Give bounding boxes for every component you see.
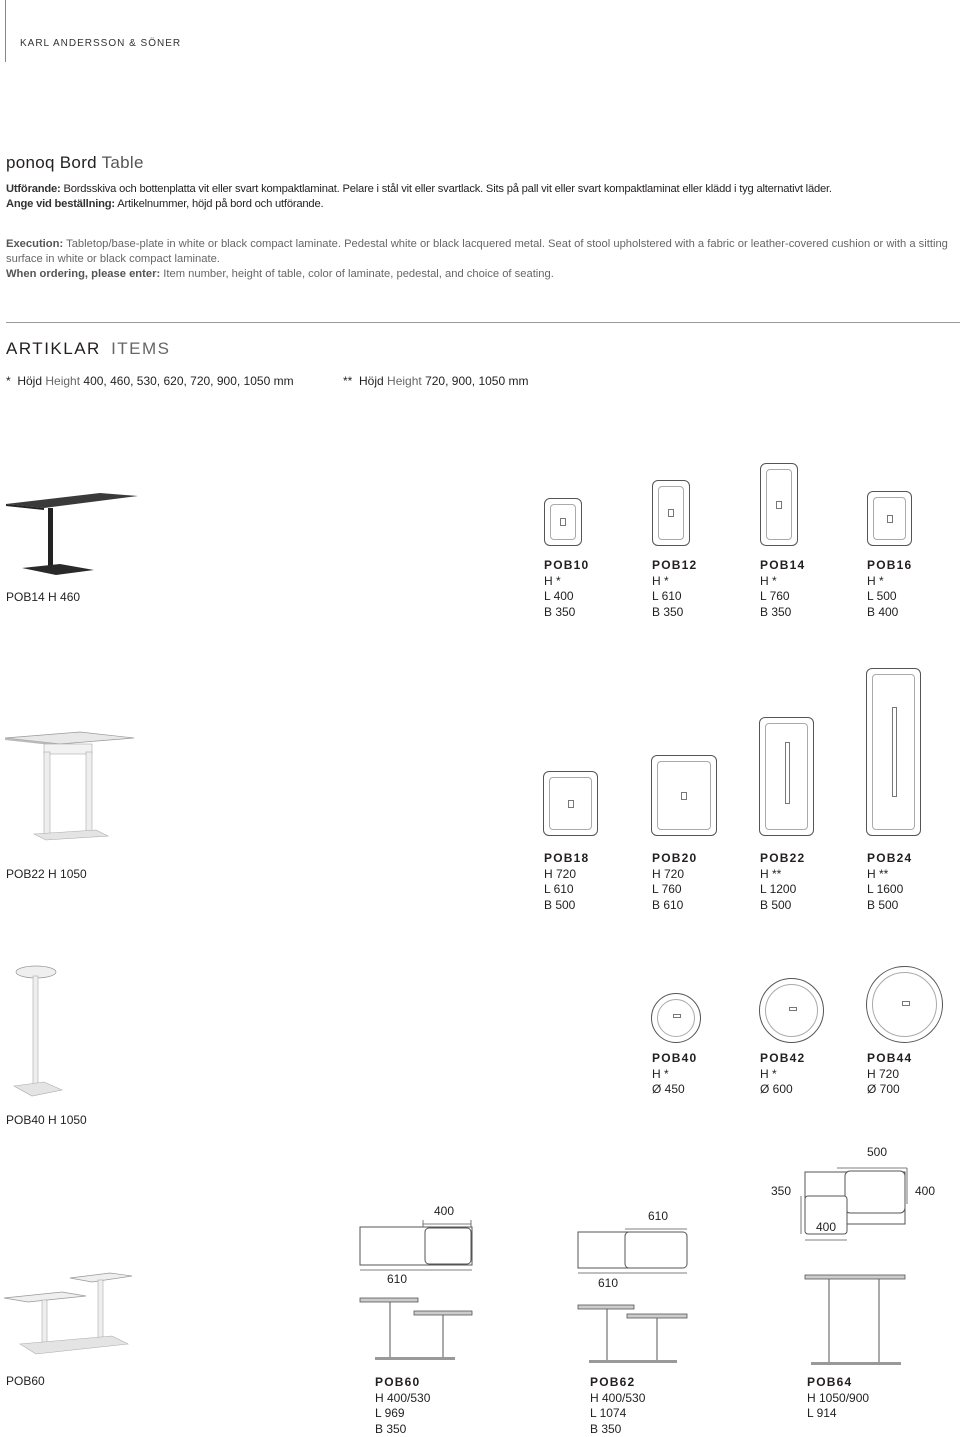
pob24-plan-icon (866, 668, 921, 836)
spec-pob12 (652, 558, 697, 620)
spec-pob24 (867, 851, 912, 913)
item-code: POB24 (867, 851, 912, 867)
item-code: POB22 (760, 851, 805, 867)
item-code: POB14 (760, 558, 805, 574)
photo-label-pob14: POB14 H 460 (6, 590, 80, 604)
item-length: L 914 (807, 1406, 869, 1422)
item-width: B 500 (760, 898, 805, 914)
spec-pob14 (760, 558, 805, 620)
pob60-drawing (355, 1215, 475, 1365)
order-text-sv: Artikelnummer, höjd på bord och utförande. (115, 198, 323, 210)
height-note-en: Height (387, 374, 422, 388)
dim-pob60-top: 400 (434, 1204, 454, 1218)
spec-pob60 (375, 1375, 430, 1437)
pob60-table-image (0, 1270, 140, 1365)
height-note-1 (6, 374, 294, 388)
pob62-drawing (575, 1220, 695, 1370)
spec-pob22 (760, 851, 805, 913)
dim-pob60-bottom: 610 (387, 1272, 407, 1286)
item-length: L 500 (867, 589, 912, 605)
order-label-en: When ordering, please enter: (6, 268, 160, 280)
item-length: L 1600 (867, 882, 912, 898)
item-code: POB12 (652, 558, 697, 574)
pob12-plan-icon (652, 480, 690, 546)
item-length: L 610 (544, 882, 589, 898)
height-note-2 (343, 374, 528, 388)
height-note-mark: ** (343, 374, 352, 388)
item-height: H * (760, 1067, 805, 1083)
height-note-sv: Höjd (17, 374, 42, 388)
item-code: POB16 (867, 558, 912, 574)
exec-label-en: Execution: (6, 238, 63, 250)
item-height: H 720 (867, 1067, 912, 1083)
height-note-sv: Höjd (359, 374, 384, 388)
item-code: POB10 (544, 558, 589, 574)
item-code: POB60 (375, 1375, 430, 1391)
pob10-plan-icon (544, 498, 582, 546)
spec-pob64 (807, 1375, 869, 1422)
product-name-sv: ponoq Bord (6, 153, 97, 172)
dim-pob62-bottom: 610 (598, 1276, 618, 1290)
item-code: POB18 (544, 851, 589, 867)
dim-pob64-left: 350 (771, 1184, 791, 1198)
item-code: POB44 (867, 1051, 912, 1067)
spec-pob62 (590, 1375, 645, 1437)
item-width: B 350 (760, 605, 805, 621)
item-length: L 400 (544, 589, 589, 605)
item-code: POB64 (807, 1375, 869, 1391)
item-length: L 760 (652, 882, 697, 898)
item-length: L 1200 (760, 882, 805, 898)
spec-pob40 (652, 1051, 697, 1098)
product-title (6, 153, 144, 173)
pob22-table-image (0, 730, 140, 850)
item-height: H 720 (544, 867, 589, 883)
item-height: H 1050/900 (807, 1391, 869, 1407)
item-diameter: Ø 600 (760, 1082, 805, 1098)
item-length: L 610 (652, 589, 697, 605)
spec-pob42 (760, 1051, 805, 1098)
item-length: L 969 (375, 1406, 430, 1422)
item-width: B 350 (544, 605, 589, 621)
exec-text-en: Tabletop/base-plate in white or black compact laminate. Pedestal white or black lacquered metal. Seat of stool upholstered with a fabric or leather-covered cushion or with a sitting surface in white or black compact laminate. (6, 238, 948, 265)
photo-label-pob22: POB22 H 1050 (6, 867, 87, 881)
exec-label-sv: Utförande: (6, 183, 61, 195)
item-height: H 720 (652, 867, 697, 883)
pob14-table-image (0, 490, 140, 585)
pob44-plan-icon (866, 966, 943, 1043)
pob20-plan-icon (651, 755, 717, 836)
spec-pob18 (544, 851, 589, 913)
item-height: H * (760, 574, 805, 590)
item-height: H * (652, 574, 697, 590)
dim-pob62-top: 610 (648, 1209, 668, 1223)
order-text-en: Item number, height of table, color of laminate, pedestal, and choice of seating. (160, 268, 554, 280)
spec-pob10 (544, 558, 589, 620)
pob16-plan-icon (867, 491, 912, 546)
header-divider (5, 0, 6, 62)
item-height: H * (652, 1067, 697, 1083)
pob42-plan-icon (759, 978, 824, 1043)
item-width: B 350 (375, 1422, 430, 1437)
description-sv (6, 182, 954, 212)
order-label-sv: Ange vid beställning: (6, 198, 115, 210)
photo-label-pob40: POB40 H 1050 (6, 1113, 87, 1127)
pob40-plan-icon (651, 993, 701, 1043)
height-note-mark: * (6, 374, 11, 388)
item-height: H 400/530 (375, 1391, 430, 1407)
description-en (6, 237, 954, 282)
item-width: B 350 (590, 1422, 645, 1437)
height-note-values: 720, 900, 1050 mm (425, 374, 528, 388)
spec-pob16 (867, 558, 912, 620)
item-code: POB62 (590, 1375, 645, 1391)
height-note-values: 400, 460, 530, 620, 720, 900, 1050 mm (83, 374, 293, 388)
section-heading-en: ITEMS (111, 339, 170, 358)
item-length: L 760 (760, 589, 805, 605)
item-width: B 610 (652, 898, 697, 914)
item-height: H * (867, 574, 912, 590)
item-length: L 1074 (590, 1406, 645, 1422)
pob18-plan-icon (543, 771, 598, 836)
product-name-en: Table (102, 153, 144, 172)
section-heading-sv: ARTIKLAR (6, 339, 101, 358)
item-width: B 400 (867, 605, 912, 621)
section-divider (6, 322, 960, 323)
spec-pob20 (652, 851, 697, 913)
spec-pob44 (867, 1051, 912, 1098)
item-code: POB40 (652, 1051, 697, 1067)
item-diameter: Ø 700 (867, 1082, 912, 1098)
item-code: POB20 (652, 851, 697, 867)
exec-text-sv: Bordsskiva och bottenplatta vit eller svart kompaktlaminat. Pelare i stål vit eller svartlack. Sits på pall vit eller svart kompaktlaminat eller klädd i tyg alternativt läder. (61, 183, 832, 195)
dim-pob64-right: 400 (915, 1184, 935, 1198)
dim-pob64-top: 500 (867, 1145, 887, 1159)
section-heading (6, 339, 171, 359)
item-code: POB42 (760, 1051, 805, 1067)
item-width: B 500 (544, 898, 589, 914)
item-diameter: Ø 450 (652, 1082, 697, 1098)
pob14-plan-icon (760, 463, 798, 546)
item-width: B 500 (867, 898, 912, 914)
item-width: B 350 (652, 605, 697, 621)
item-height: H ** (867, 867, 912, 883)
item-height: H 400/530 (590, 1391, 645, 1407)
dim-pob64-bottom: 400 (816, 1220, 836, 1234)
photo-label-pob60: POB60 (6, 1374, 45, 1388)
height-note-en: Height (45, 374, 80, 388)
brand-name: KARL ANDERSSON & SÖNER (20, 38, 181, 49)
item-height: H ** (760, 867, 805, 883)
pob40-table-image (0, 960, 80, 1110)
item-height: H * (544, 574, 589, 590)
pob22-plan-icon (759, 717, 814, 836)
